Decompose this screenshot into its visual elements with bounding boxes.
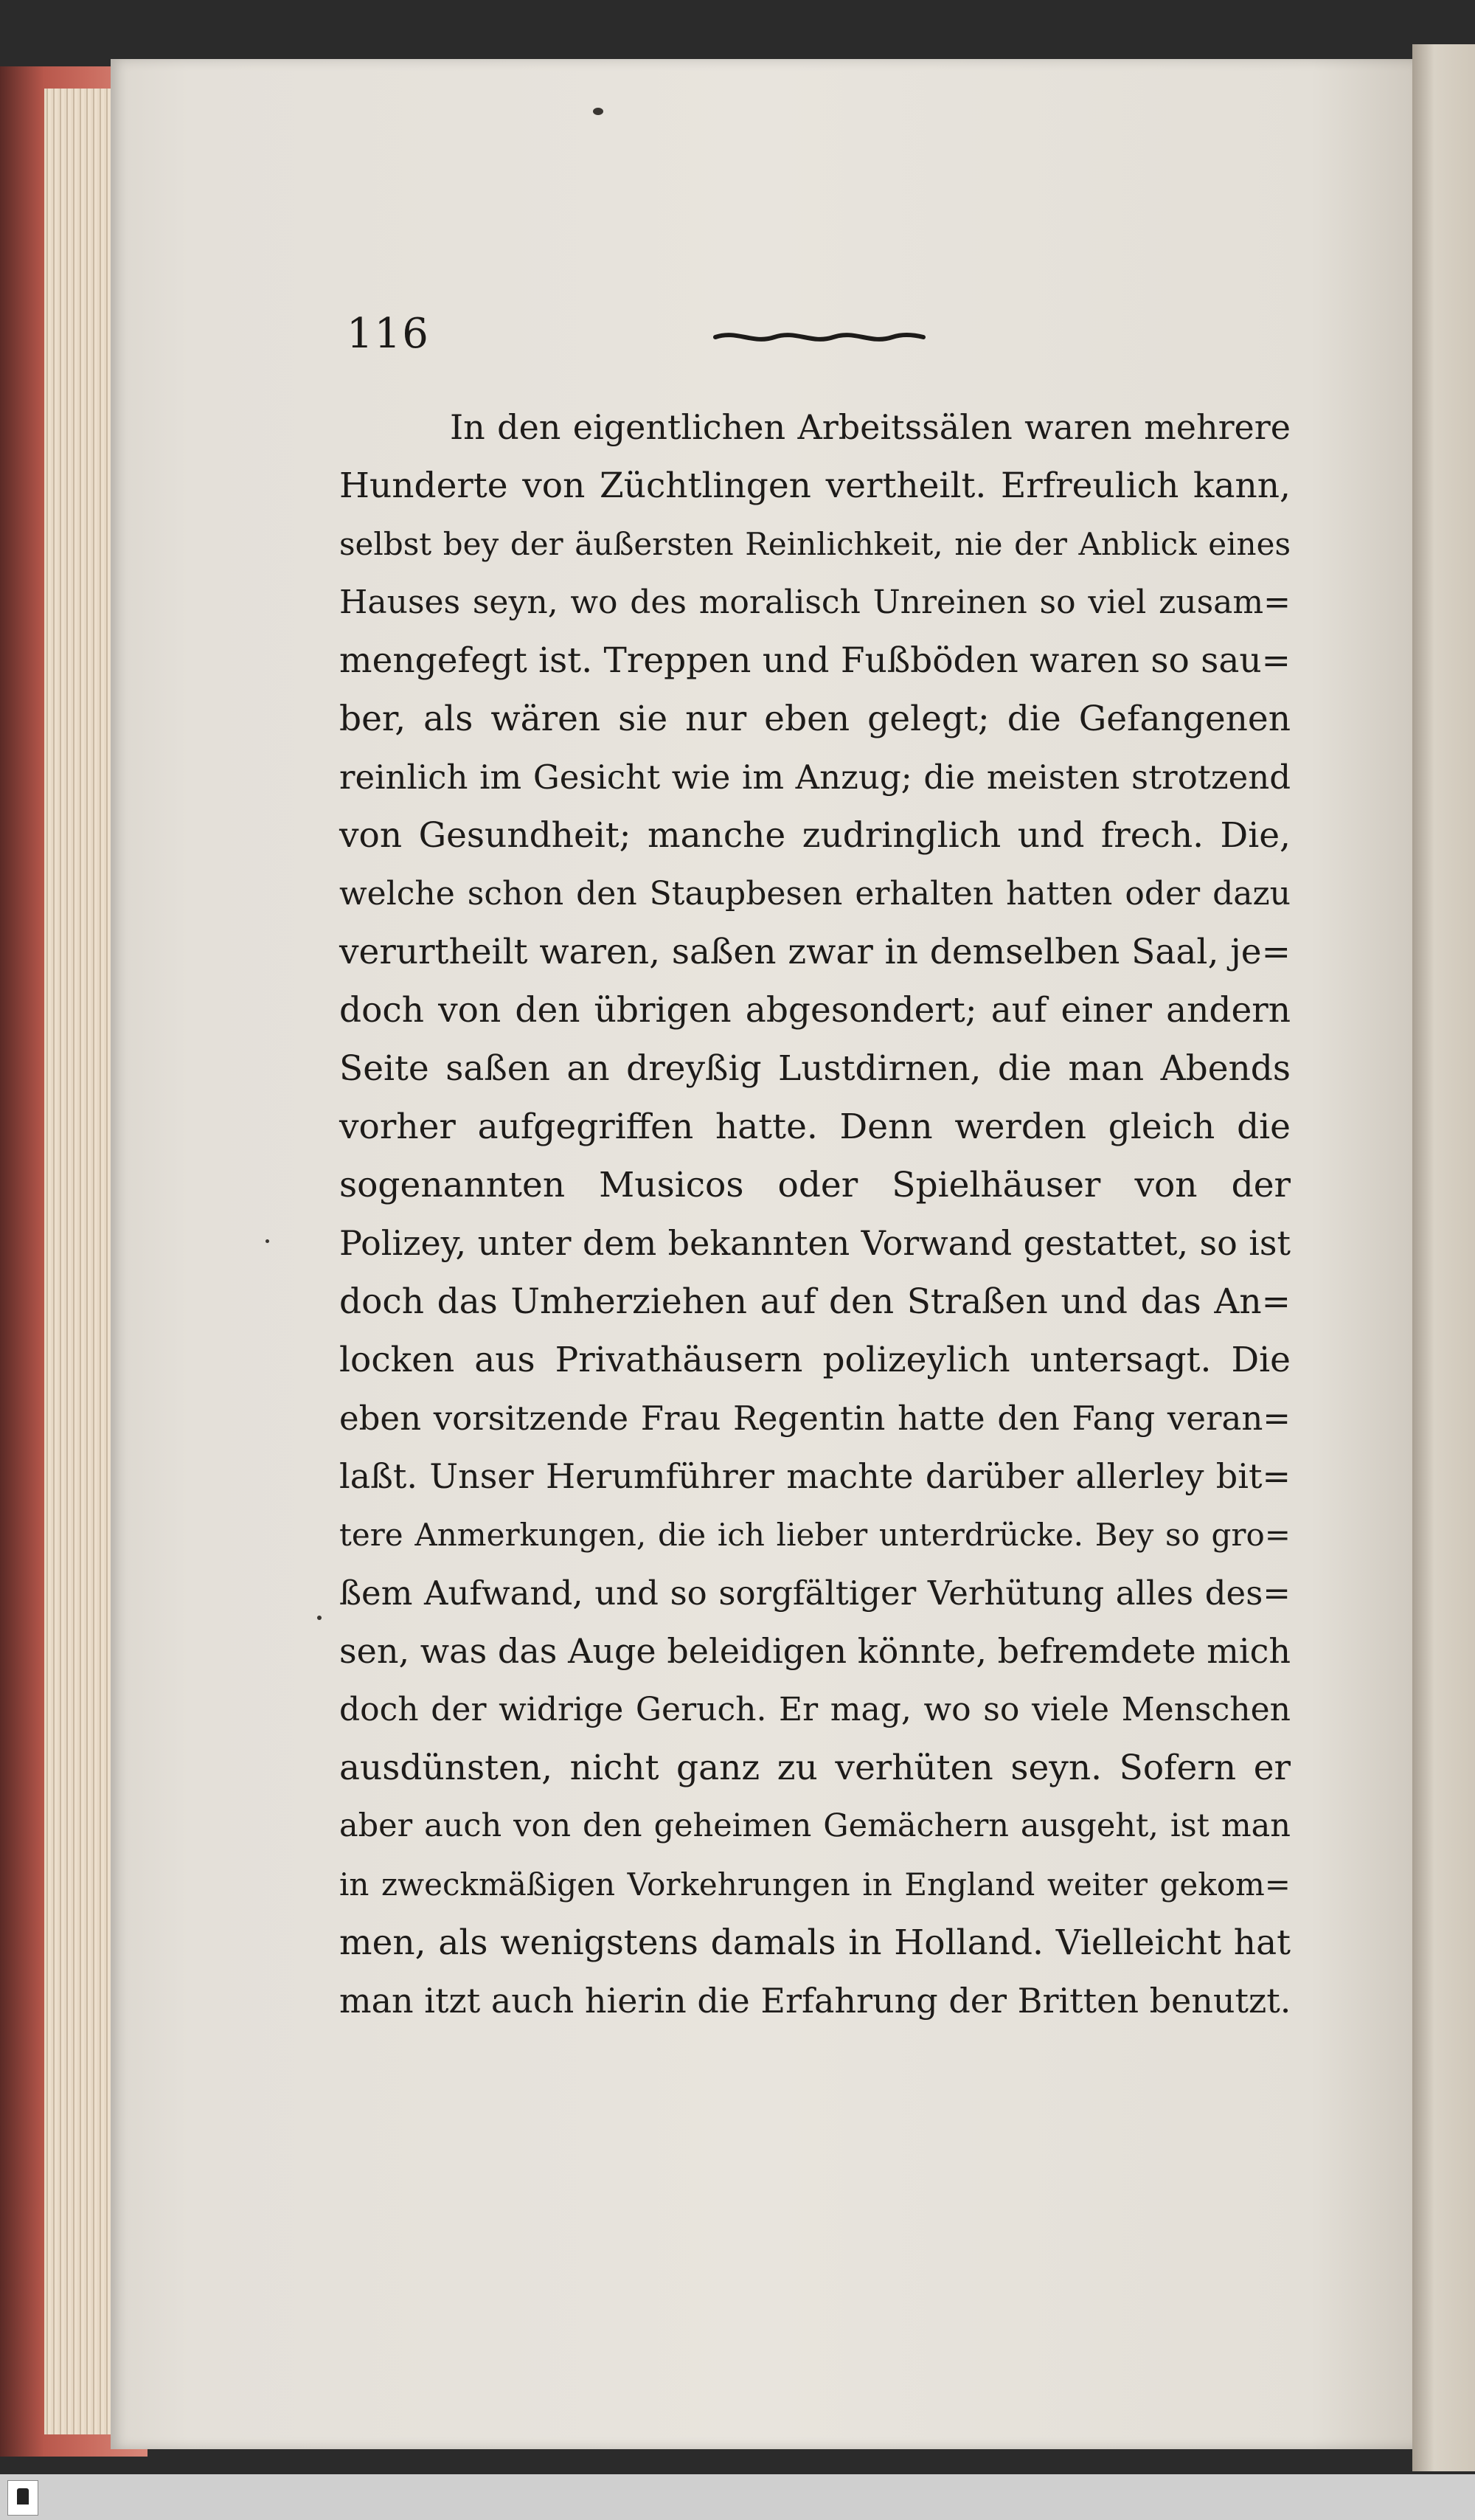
text-line: vorher aufgegriffen hatte. Denn werden gleich die xyxy=(339,1107,1291,1147)
text-line: ßem Aufwand, und so sorgfältiger Verhütung alles des= xyxy=(339,1574,1291,1613)
ink-speck xyxy=(317,1616,322,1620)
text-line: Hunderte von Züchtlingen vertheilt. Erfreulich kann, xyxy=(339,465,1291,506)
text-line: eben vorsitzende Frau Regentin hatte den Fang veran= xyxy=(339,1399,1291,1438)
text-line: ber, als wären sie nur eben gelegt; die Gefangenen xyxy=(339,699,1291,739)
ink-speck xyxy=(266,1239,269,1243)
text-line: von Gesundheit; manche zudringlich und frech. Die, xyxy=(339,815,1291,856)
text-line: Seite saßen an dreyßig Lustdirnen, die man Abends xyxy=(339,1048,1291,1089)
text-line: welche schon den Staupbesen erhalten hatten oder dazu xyxy=(339,875,1291,913)
text-line: in zweckmäßigen Vorkehrungen in England weiter gekom= xyxy=(339,1866,1291,1903)
text-line: selbst bey der äußersten Reinlichkeit, nie der Anblick eines xyxy=(339,526,1291,562)
viewer-bottom-bar xyxy=(0,2474,1475,2520)
text-line: men, als wenigstens damals in Holland. Vielleicht hat xyxy=(339,1922,1291,1963)
library-logo-icon[interactable] xyxy=(7,2480,38,2516)
text-line: doch von den übrigen abgesondert; auf einer andern xyxy=(339,990,1291,1031)
text-line: sen, was das Auge beleidigen könnte, befremdete mich xyxy=(339,1631,1291,1671)
text-line: Polizey, unter dem bekannten Vorwand gestattet, so ist xyxy=(339,1223,1291,1263)
ornament-rule-icon xyxy=(708,326,929,348)
text-line: ausdünsten, nicht ganz zu verhüten seyn. Sofern er xyxy=(339,1748,1291,1788)
text-line: doch das Umherziehen auf den Straßen und das An= xyxy=(339,1281,1291,1322)
page-number: 116 xyxy=(347,310,430,358)
text-line: verurtheilt waren, saßen zwar in demselben Saal, je= xyxy=(339,932,1291,972)
text-line: sogenannten Musicos oder Spielhäuser von der xyxy=(339,1165,1291,1205)
body-text xyxy=(339,398,1291,2030)
page-header xyxy=(347,310,1305,361)
text-line: laßt. Unser Herumführer machte darüber allerley bit= xyxy=(339,1456,1291,1496)
text-line: man itzt auch hierin die Erfahrung der Britten benutzt. xyxy=(339,1981,1291,2021)
ink-speck xyxy=(593,108,603,115)
right-page-edge xyxy=(1412,44,1475,2471)
text-line: doch der widrige Geruch. Er mag, wo so viele Menschen xyxy=(339,1691,1291,1728)
text-line: locken aus Privathäusern polizeylich untersagt. Die xyxy=(339,1340,1291,1380)
text-line: aber auch von den geheimen Gemächern ausgeht, ist man xyxy=(339,1807,1291,1844)
text-line: In den eigentlichen Arbeitssälen waren mehrere xyxy=(450,407,1291,447)
text-line: Hauses seyn, wo des moralisch Unreinen so viel zusam= xyxy=(339,584,1291,621)
text-line: mengefegt ist. Treppen und Fußböden waren so sau= xyxy=(339,640,1291,681)
text-line: reinlich im Gesicht wie im Anzug; die meisten strotzend xyxy=(339,758,1291,797)
text-line: tere Anmerkungen, die ich lieber unterdrücke. Bey so gro= xyxy=(339,1517,1291,1553)
